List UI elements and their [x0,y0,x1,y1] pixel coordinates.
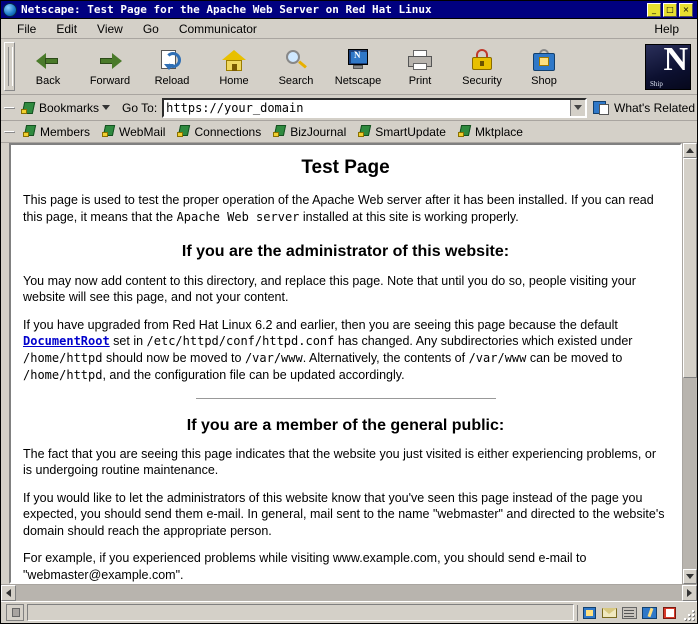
admin-p2-text-a: If you have upgraded from Red Hat Linux 6.2 and earlier, then you are seeing this page because the default [23,317,618,332]
public-paragraph-1: The fact that you are seeing this page indicates that the website you just visited is either experiencing problems, or is undergoing routine maintenance. [23,446,656,478]
menubar [1,19,697,39]
menu-item-view[interactable]: View [97,21,123,36]
shop-button[interactable] [513,41,575,93]
public-paragraph-3: For example, if you experienced problems while visiting www.example.com, you should send e-mail to "webmaster@example.com". [23,551,587,582]
vertical-scrollbar[interactable] [682,143,697,584]
menu-item-go[interactable]: Go [142,21,159,36]
web-page-document [11,145,680,584]
menu-item-file[interactable]: File [17,21,37,36]
intro-text-1: This page is used to test the proper operation of the Apache Web server after it has been installed. If you can read this page, it means that the [23,193,654,224]
home-button[interactable] [203,41,265,93]
goto-label: Go To: [122,100,158,115]
toolbar-drag-handle[interactable] [4,42,15,91]
bookmark-icon [177,125,191,138]
reload-icon [157,47,187,75]
home-icon [219,47,249,75]
page-title: Test Page [301,157,390,178]
whats-related-label: What's Related [614,100,695,115]
bookmarks-button[interactable] [17,100,114,116]
forward-arrow-icon [95,47,125,75]
back-arrow-icon [33,47,63,75]
httpd-conf-path: /etc/httpd/conf/httpd.conf [146,334,335,349]
vertical-scroll-thumb[interactable] [683,158,697,378]
menu-item-communicator[interactable]: Communicator [178,21,257,36]
search-button-label: Search [278,74,314,87]
search-button[interactable] [265,41,327,93]
section-divider [196,398,496,399]
netscape-button[interactable] [327,41,389,93]
chevron-up-icon [686,148,694,153]
print-button-label: Print [408,74,432,87]
public-section-heading: If you are a member of the general public: [186,416,505,434]
newsgroup-icon[interactable] [621,605,638,621]
scroll-right-button[interactable] [682,585,697,601]
status-message [27,604,574,621]
scroll-left-button[interactable] [1,585,16,601]
scroll-down-button[interactable] [683,569,697,584]
print-button[interactable] [389,41,451,93]
web-page-viewport [9,143,682,584]
home-button-label: Home [219,74,249,87]
content-area [1,143,697,584]
bookmark-smartupdate-label: SmartUpdate [375,124,446,139]
window-titlebar [1,1,697,19]
forward-button-label: Forward [89,74,131,87]
printer-icon [405,47,435,75]
window-resize-grip[interactable] [681,604,695,621]
bookmark-connections[interactable] [171,125,267,139]
url-field-wrapper[interactable] [162,98,587,118]
back-button[interactable] [17,41,79,93]
horizontal-scrollbar[interactable] [1,584,697,601]
admin-p2-text-b: set in [109,334,147,349]
bookmark-webmail[interactable] [96,125,171,139]
shop-button-label: Shop [531,74,557,87]
netscape-monitor-icon: N [343,47,373,75]
forward-button[interactable] [79,41,141,93]
location-toolbar [1,95,697,121]
shopping-bag-icon [529,47,559,75]
chevron-down-icon [686,574,694,579]
online-indicator-icon[interactable] [581,605,598,621]
admin-paragraph-1: You may now add content to this directory, and replace this page. Note that until you do so, people visiting your website will see this page, and not your content. [23,273,636,305]
netscape-logo-caption: Ship [650,79,663,88]
chevron-right-icon [687,589,692,597]
related-pages-icon [593,100,611,116]
bookmark-members[interactable] [17,125,96,139]
bookmark-smartupdate[interactable] [352,125,452,139]
reload-button-label: Reload [154,74,190,87]
public-paragraph-2: If you would like to let the administrators of this website know that you've seen this page instead of the page you expected, you should send them e-mail. In general, mail sent to the name "webmaster" and directed to the website's domain should reach the appropriate person. [23,490,665,538]
bookmark-icon [273,125,287,138]
toolbar-buttons [17,39,639,94]
navigation-toolbar [1,39,697,95]
netscape-button-label: Netscape [334,74,382,87]
vertical-scroll-track[interactable] [683,158,697,569]
netscape-globe-icon [3,3,17,17]
maximize-button[interactable] [663,3,677,17]
menu-item-help[interactable]: Help [654,21,679,36]
minimize-icon: _ [652,4,656,14]
scroll-up-button[interactable] [683,143,697,158]
bookmark-members-label: Members [40,124,91,139]
admin-p2-text-c: has changed. Any subdirectories which existed under [334,334,633,349]
menu-item-edit[interactable]: Edit [56,21,78,36]
chevron-down-icon [574,105,582,110]
var-www-path-1: /var/www [244,350,303,365]
security-button[interactable] [451,41,513,93]
reload-button[interactable] [141,41,203,93]
intro-text-2: installed at this site is working properly. [299,209,519,224]
admin-p2-text-f: can be moved to [526,350,623,365]
bookmarks-label: Bookmarks [39,100,100,115]
whats-related-button[interactable] [593,100,695,116]
composer-icon[interactable] [641,605,658,621]
bookmark-icon [21,101,36,115]
bookmark-icon [358,125,372,138]
bookmark-icon [23,125,37,138]
close-icon: × [682,4,690,14]
address-book-icon[interactable] [661,605,678,621]
security-button-label: Security [462,74,502,87]
chevron-left-icon [6,589,11,597]
netscape-logo-letter: N [663,43,688,78]
window-title: Netscape: Test Page for the Apache Web Server on Red Hat Linux [21,3,432,16]
horizontal-scroll-track[interactable] [16,585,682,601]
bookmark-icon [102,125,116,138]
intro-paragraph [23,192,668,225]
bookmark-mktplace-label: Mktplace [474,124,523,139]
content-left-gutter [1,143,9,584]
admin-p2-text-g: , and the configuration file can be updated accordingly. [102,367,405,382]
chevron-down-icon [102,105,110,110]
location-drag-handle[interactable] [4,107,15,109]
back-button-label: Back [35,74,61,87]
bookmark-icon [458,125,472,138]
bookmark-bizjournal[interactable] [267,125,352,139]
search-icon [281,47,311,75]
personal-toolbar-drag-handle[interactable] [4,131,15,133]
documentroot-link[interactable]: DocumentRoot [23,334,110,349]
home-httpd-path-1: /home/httpd [23,350,103,365]
admin-p2-text-e: . Alternatively, the contents of [302,350,469,365]
home-httpd-path-2: /home/httpd [23,367,103,382]
window-controls [647,3,695,17]
mail-icon[interactable] [601,605,618,621]
netscape-logo[interactable] [639,39,697,94]
component-bar [577,605,678,621]
unlocked-padlock-icon[interactable] [6,604,24,621]
close-button[interactable] [679,3,693,17]
admin-p2-text-d: should now be moved to [102,350,245,365]
var-www-path-2: /var/www [468,350,527,365]
url-history-dropdown[interactable] [570,100,585,116]
bookmark-bizjournal-label: BizJournal [290,124,347,139]
maximize-icon: □ [666,4,674,14]
admin-paragraph-2 [23,317,668,384]
url-input[interactable] [164,100,570,116]
statusbar [1,601,697,623]
intro-mono-text: Apache Web server [176,209,300,224]
padlock-icon [467,47,497,75]
bookmark-webmail-label: WebMail [119,124,166,139]
admin-section-heading: If you are the administrator of this website: [181,243,510,261]
bookmark-mktplace[interactable] [452,125,529,139]
personal-toolbar [1,121,697,143]
minimize-button[interactable] [647,3,661,17]
bookmark-connections-label: Connections [194,124,262,139]
